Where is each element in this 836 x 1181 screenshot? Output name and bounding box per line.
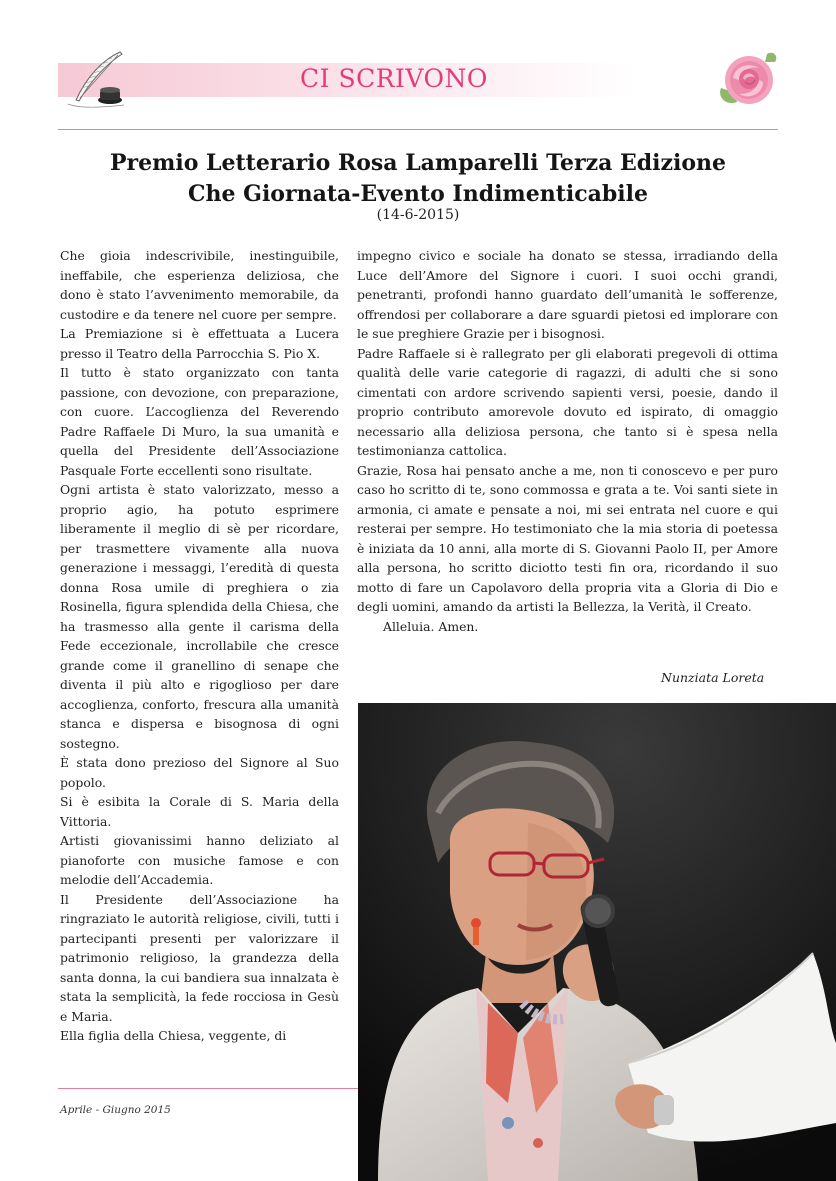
article-title-line-2: Che Giornata-Evento Indimenticabile [188, 181, 648, 207]
text-column-left [60, 246, 339, 1046]
issue-label: Aprile - Giugno 2015 [60, 1104, 171, 1116]
quill-inkwell-icon [58, 48, 130, 112]
author-signature: Nunziata Loreta [661, 670, 765, 685]
section-title: CI SCRIVONO [300, 64, 488, 93]
rose-icon [715, 48, 781, 110]
paragraph: Si è esibita la Corale di S. Maria della Vittoria. [60, 794, 339, 829]
paragraph: Grazie, Rosa hai pensato anche a me, non ti conoscevo e per puro caso ho scritto di te, sono commossa e grata a te. Voi santi siete in armonia, ci amate e pensate a noi, mi sei entrata nel cuore e qui resterai per sempre. Ho testimoniato che la mia storia di poetessa è iniziata da 10 anni, alla morte di S. Giovanni Paolo II, per Amore alla persona, ho scritto diciotto testi fin ora, ricordando il suo motto di fare un Capolavoro della propria vita a Gloria di Dio e degli uomini, amando da artisti la Bellezza, la Verità, il Creato. [357, 462, 778, 614]
paragraph: Ella figlia della Chiesa, veggente, di [60, 1028, 287, 1043]
paragraph: Che gioia indescrivibile, inestinguibile, ineffabile, che esperienza deliziosa, che dono è stato l’avvenimento memorabile, da custodire e da tenere nel cuore per sempre. [60, 248, 339, 322]
paragraph: Ogni artista è stato valorizzato, messo a proprio agio, ha potuto esprimere liberamente il meglio di sè per ricordare, per trasmettere vivamente alla nuova generazione i messaggi, l’eredità di questa donna Rosa umile di preghiera o zia Rosinella, figura splendida della Chiesa, che ha trasmesso alla gente il carisma della Fede eccezionale, incrollabile che cresce grande come il granellino di senape che diventa il più alto e rigoglioso per dare accoglienza, conforto, frescura alla umanità stanca e dispersa e bisognosa di ogni sostegno. [60, 482, 339, 751]
article-title-line-1: Premio Letterario Rosa Lamparelli Terza Edizione [109, 150, 727, 176]
paragraph: Il tutto è stato organizzato con tanta passione, con devozione, con preparazione, con cuore. L’accoglienza del Reverendo Padre Raffaele Di Muro, la sua umanità e quella del Presidente dell’Associazione Pasquale Forte eccellenti sono risultate. [60, 365, 339, 478]
paragraph: impegno civico e sociale ha donato se stessa, irradiando della Luce dell’Amore del Signore i cuori. I suoi occhi grandi, penetranti, profondi hanno guardato dell’umanità le sofferenze, offrendosi per collaborare a dare sguardi pietosi ed implorare con le sue preghiere Grazie per i bisognosi. [357, 248, 778, 341]
paragraph: Padre Raffaele si è rallegrato per gli elaborati pregevoli di ottima qualità delle varie categorie di ragazzi, di adulti che si sono cimentati con ardore scrivendo sapienti versi, poesie, dando il proprio contributo amorevole dovuto ed ispirato, di omaggio necessario alla deliziosa persona, che tanto si è spesa nella testimonianza cattolica. [357, 345, 778, 458]
paragraph: È stata dono prezioso del Signore al Suo popolo. [60, 755, 339, 790]
speaker-photo [358, 703, 836, 1181]
text-column-right [357, 246, 778, 636]
article-title [60, 148, 776, 210]
header-rule [58, 129, 778, 130]
footer-rule [58, 1088, 358, 1089]
paragraph: Il Presidente dell’Associazione ha ringraziato le autorità religiose, civili, tutti i partecipanti presenti per valorizzare il patrimonio religioso, la grandezza della santa donna, la cui bandiera sua innalzata è stata la semplicità, la fede rocciosa in Gesù e Maria. [60, 891, 339, 1024]
closing-line: Alleluia. Amen. [383, 618, 479, 634]
paragraph: La Premiazione si è effettuata a Lucera presso il Teatro della Parrocchia S. Pio X. [60, 326, 339, 361]
paragraph: Artisti giovanissimi hanno deliziato al pianoforte con musiche famose e con melodie dell’Accademia. [60, 833, 339, 887]
article-date: (14-6-2015) [376, 207, 460, 223]
